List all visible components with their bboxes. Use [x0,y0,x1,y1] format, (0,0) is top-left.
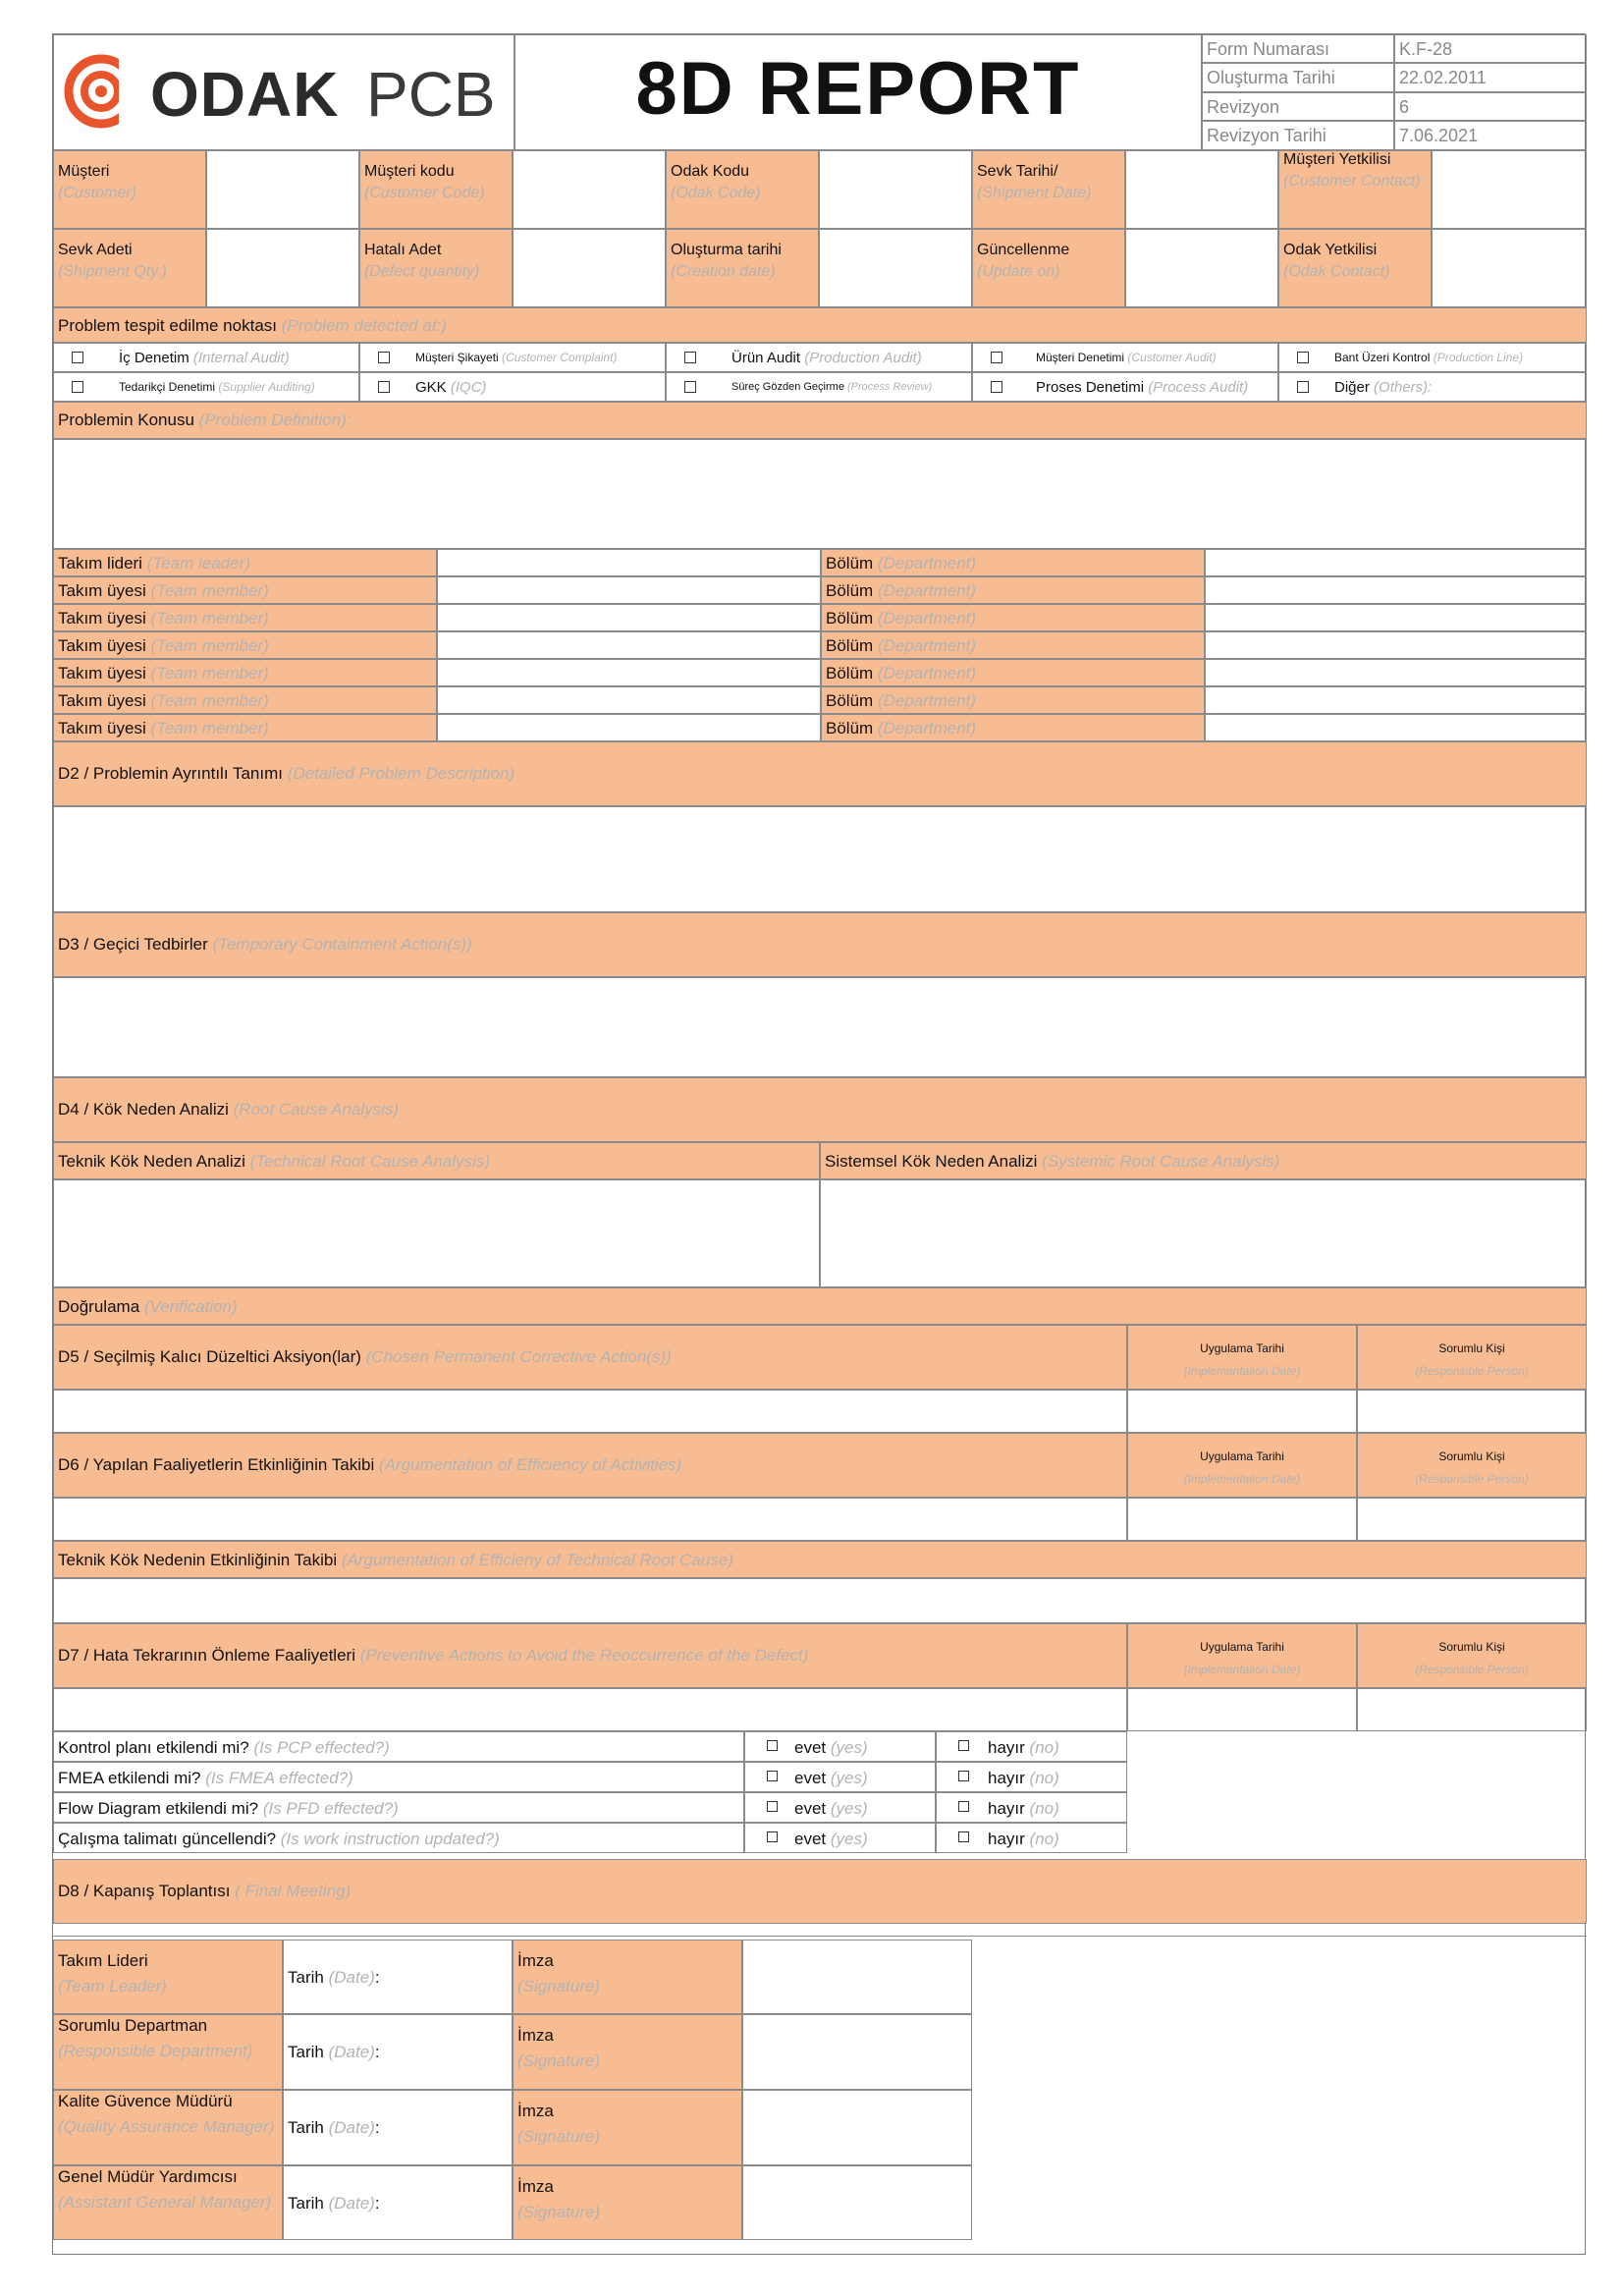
d6-impl-date-header [1127,1433,1357,1498]
checkbox-icon[interactable] [684,352,696,363]
customer-field[interactable] [206,150,359,229]
info-grid [53,150,1587,307]
signer-label: Kalite Güvence Müdürü (Quality Assurance Manager) [53,2090,283,2165]
title-cell [514,34,1202,150]
d4-systemic-header [820,1142,1587,1179]
shipment-date-label: Sevk Tarihi/ [977,163,1058,180]
meta-value-form-no: K.F-28 [1399,39,1453,59]
creation-date-field[interactable] [819,229,972,307]
signer-label: Sorumlu Departman (Responsible Department) [53,2014,283,2090]
team-member-field[interactable] [437,576,821,604]
team-member-label: Takım üyesi (Team member) [53,659,437,686]
customer-contact-field[interactable] [1432,150,1587,229]
report-title: 8D REPORT [635,47,1081,131]
update-on-label-en: (Update on) [977,263,1060,281]
checkbox-icon[interactable] [72,381,83,393]
no-option[interactable]: hayır (no) [936,1731,1127,1762]
team-dept-field[interactable] [1205,659,1587,686]
option-iqc[interactable]: GKK (IQC) [359,372,666,402]
checkbox-icon[interactable] [958,1740,969,1751]
d6-impl-date-field[interactable] [1127,1498,1357,1541]
problem-definition-header [53,402,1587,439]
team-dept-label: Bölüm (Department) [821,631,1205,659]
team-member-label: Takım üyesi (Team member) [53,631,437,659]
technical-efficiency-header [53,1541,1587,1578]
d6-responsible-field[interactable] [1357,1498,1587,1541]
d3-label: D3 / Geçici Tedbirler [58,935,208,954]
creation-date-label-en: (Creation date) [671,263,776,281]
team-member-field[interactable] [437,714,821,741]
problem-definition-field[interactable] [53,439,1587,549]
d5-label: D5 / Seçilmiş Kalıcı Düzeltici Aksiyon(lar) [58,1347,361,1366]
responsible-label-en: (Responsible Person) [1415,1363,1529,1378]
d4-technical-field[interactable] [53,1179,820,1287]
team-dept-field[interactable] [1205,576,1587,604]
d5-label-en: (Chosen Permanent Corrective Action(s)) [365,1347,672,1366]
d6-header [53,1433,1127,1498]
d7-impl-date-header [1127,1623,1357,1688]
d7-impl-date-field[interactable] [1127,1688,1357,1731]
problem-detected-header [53,307,1587,343]
d7-action-field[interactable] [53,1688,1127,1731]
problem-detected-label-en: (Problem detected at:) [281,316,447,335]
customer-contact-label: Müşteri Yetkilisi [1283,151,1391,168]
signature-label: İmza (Signature) [513,2165,742,2240]
checkbox-icon[interactable] [767,1740,778,1751]
team-table [53,549,1587,741]
shipment-date-label-en: (Shipment Date) [977,185,1092,202]
d7-responsible-field[interactable] [1357,1688,1587,1731]
defect-qty-label: Hatalı Adet [364,242,442,258]
d5-responsible-field[interactable] [1357,1390,1587,1433]
impl-date-label-en: (Implementation Date) [1183,1662,1301,1676]
company-suffix: PCB [366,59,496,130]
d3-label-en: (Temporary Containment Action(s)) [212,935,472,954]
team-dept-label: Bölüm (Department) [821,549,1205,576]
impl-date-label: Uygulama Tarihi [1200,1449,1284,1463]
meta-label-form-no: Form Numarası [1207,39,1330,59]
team-member-label: Takım üyesi (Team member) [53,576,437,604]
team-dept-field[interactable] [1205,631,1587,659]
checkbox-icon[interactable] [684,381,696,393]
odak-code-label: Odak Kodu [671,163,750,180]
team-member-label: Takım üyesi (Team member) [53,686,437,714]
d4-systemic-label-en: (Systemic Root Cause Analysis) [1042,1152,1280,1171]
customer-contact-label-en: (Customer Contact) [1283,173,1421,191]
team-dept-label: Bölüm (Department) [821,714,1205,741]
odak-code-field[interactable] [819,150,972,229]
d5-impl-date-field[interactable] [1127,1390,1357,1433]
d3-header [53,912,1587,977]
d4-technical-label: Teknik Kök Neden Analizi [58,1152,245,1171]
shipment-date-field[interactable] [1125,150,1278,229]
d4-systemic-label: Sistemsel Kök Neden Analizi [825,1152,1038,1171]
problem-definition-label: Problemin Konusu [58,410,194,429]
d5-action-field[interactable] [53,1390,1127,1433]
impact-questions [53,1731,1127,1853]
option-internal-audit[interactable]: İç Denetim (Internal Audit) [53,343,359,372]
customer-code-label-en: (Customer Code) [364,185,485,202]
d4-label-en: (Root Cause Analysis) [233,1100,400,1119]
d2-label-en: (Detailed Problem Description) [287,764,515,783]
d4-systemic-field[interactable] [820,1179,1587,1287]
shipment-qty-label: Sevk Adeti [58,242,133,258]
option-supplier-auditing[interactable]: Tedarikçi Denetimi (Supplier Auditing) [53,372,359,402]
d4-header [53,1077,1587,1142]
team-dept-field[interactable] [1205,549,1587,576]
date-field[interactable]: Tarih (Date): [283,2090,513,2165]
team-member-field[interactable] [437,631,821,659]
yes-option[interactable]: evet (yes) [744,1731,936,1762]
impl-date-label-en: (Implementation Date) [1183,1363,1301,1378]
meta-value-revision-date: 7.06.2021 [1399,126,1479,145]
odak-code-label-en: (Odak Code) [671,185,761,202]
team-dept-label: Bölüm (Department) [821,686,1205,714]
meta-value-created: 22.02.2011 [1399,68,1487,87]
d2-label: D2 / Problemin Ayrıntılı Tanımı [58,764,283,783]
meta-value-revision: 6 [1399,97,1410,117]
responsible-label-en: (Responsible Person) [1415,1662,1529,1676]
impl-date-label: Uygulama Tarihi [1200,1341,1284,1355]
meta-label-revision-date: Revizyon Tarihi [1207,126,1326,145]
form-meta [1202,34,1587,150]
customer-label-en: (Customer) [58,185,137,202]
checkbox-icon[interactable] [991,381,1002,393]
d8-label: D8 / Kapanış Toplantısı [58,1882,231,1900]
meta-label-revision: Revizyon [1207,97,1280,117]
signature-label: İmza (Signature) [513,1940,742,2014]
signature-field[interactable] [742,1940,972,2014]
d7-responsible-header [1357,1623,1587,1688]
technical-efficiency-label: Teknik Kök Nedenin Etkinliğinin Takibi [58,1551,338,1569]
responsible-label: Sorumlu Kişi [1438,1341,1505,1355]
team-dept-label: Bölüm (Department) [821,604,1205,631]
d4-technical-header [53,1142,820,1179]
checkbox-icon[interactable] [991,352,1002,363]
update-on-field[interactable] [1125,229,1278,307]
d5-responsible-header [1357,1325,1587,1390]
option-production-audit[interactable]: Ürün Audit (Production Audit) [666,343,972,372]
technical-efficiency-field[interactable] [53,1578,1587,1623]
yes-option[interactable]: evet (yes) [744,1762,936,1792]
responsible-label: Sorumlu Kişi [1438,1640,1505,1654]
option-production-line[interactable]: Bant Üzeri Kontrol (Production Line) [1278,343,1587,372]
option-process-review[interactable]: Süreç Gözden Geçirme (Process Review) [666,372,972,402]
signature-table [53,1940,972,2240]
report-sheet [52,33,1586,2255]
responsible-label-en: (Responsible Person) [1415,1471,1529,1486]
impl-date-label: Uygulama Tarihi [1200,1640,1284,1654]
date-field[interactable]: Tarih (Date): [283,1940,513,2014]
checkbox-icon[interactable] [72,352,83,363]
problem-definition-label-en: (Problem Definition) [198,410,347,429]
team-dept-field[interactable] [1205,604,1587,631]
technical-efficiency-label-en: (Argumentation of Efficieny of Technical Root Cause) [341,1551,733,1569]
d2-field[interactable] [53,806,1587,912]
team-dept-label: Bölüm (Department) [821,576,1205,604]
yes-option[interactable]: evet (yes) [744,1792,936,1823]
team-leader-field[interactable] [437,549,821,576]
question-row: Çalışma talimatı güncellendi? (Is work instruction updated?) [53,1823,744,1853]
odak-contact-label: Odak Yetkilisi [1283,242,1378,258]
verification-label: Doğrulama [58,1297,140,1316]
checkbox-icon[interactable] [767,1771,778,1781]
date-field[interactable]: Tarih (Date): [283,2014,513,2090]
d5-impl-date-header [1127,1325,1357,1390]
problem-detected-label: Problem tespit edilme noktası [58,316,277,335]
customer-label: Müşteri [58,163,110,180]
shipment-qty-field[interactable] [206,229,359,307]
d4-label: D4 / Kök Neden Analizi [58,1100,229,1119]
update-on-label: Güncellenme [977,242,1070,258]
meta-label-created: Oluşturma Tarihi [1207,68,1335,87]
checkbox-icon[interactable] [378,381,390,393]
date-field[interactable]: Tarih (Date): [283,2165,513,2240]
d7-header [53,1623,1127,1688]
signature-field[interactable] [742,2090,972,2165]
signature-field[interactable] [742,2165,972,2240]
d8-label-en: ( Final Meeting) [235,1882,352,1900]
question-row: Flow Diagram etkilendi mi? (Is PFD effected?) [53,1792,744,1823]
checkbox-icon[interactable] [958,1771,969,1781]
problem-definition-colon: : [346,410,352,429]
team-member-label: Takım üyesi (Team member) [53,604,437,631]
no-option[interactable]: hayır (no) [936,1792,1127,1823]
d6-responsible-header [1357,1433,1587,1498]
d6-label-en: (Argumentation of Efficiency of Activities) [378,1455,682,1474]
checkbox-icon[interactable] [958,1801,969,1812]
d7-label-en: (Preventive Actions to Avoid the Reoccurrence of the Defect) [359,1646,809,1665]
d6-label: D6 / Yapılan Faaliyetlerin Etkinliğinin Takibi [58,1455,375,1474]
team-member-field[interactable] [437,686,821,714]
d3-field[interactable] [53,977,1587,1077]
impl-date-label-en: (Implementation Date) [1183,1471,1301,1486]
customer-code-field[interactable] [513,150,666,229]
option-customer-audit[interactable]: Müşteri Denetimi (Customer Audit) [972,343,1278,372]
team-leader-label: Takım lideri (Team leader) [53,549,437,576]
option-others[interactable]: Diğer (Others): [1278,372,1587,402]
no-option[interactable]: hayır (no) [936,1762,1127,1792]
verification-label-en: (Verification) [143,1297,238,1316]
logo-cell [53,34,514,150]
shipment-qty-label-en: (Shipment Qty.) [58,263,167,281]
signer-label: Takım Lideri (Team Leader) [53,1940,283,2014]
team-dept-label: Bölüm (Department) [821,659,1205,686]
responsible-label: Sorumlu Kişi [1438,1449,1505,1463]
odak-logo-icon [60,41,142,141]
signature-field[interactable] [742,2014,972,2090]
question-row: FMEA etkilendi mi? (Is FMEA effected?) [53,1762,744,1792]
checkbox-icon[interactable] [378,352,390,363]
question-row: Kontrol planı etkilendi mi? (Is PCP effected?) [53,1731,744,1762]
defect-qty-field[interactable] [513,229,666,307]
d7-label: D7 / Hata Tekrarının Önleme Faaliyetleri [58,1646,355,1665]
signature-label: İmza (Signature) [513,2090,742,2165]
odak-contact-label-en: (Odak Contact) [1283,263,1390,281]
checkbox-icon[interactable] [958,1831,969,1842]
checkbox-icon[interactable] [767,1801,778,1812]
yes-option[interactable]: evet (yes) [744,1823,936,1853]
verification-header [53,1287,1587,1325]
d8-divider [53,1936,1587,1937]
checkbox-icon[interactable] [1297,381,1309,393]
detect-options [53,343,1587,402]
creation-date-label: Oluşturma tarihi [671,242,782,258]
customer-code-label: Müşteri kodu [364,163,455,180]
company-name: ODAK [150,59,340,130]
d2-header [53,741,1587,806]
team-member-field[interactable] [437,659,821,686]
signature-label: İmza (Signature) [513,2014,742,2090]
d4-technical-label-en: (Technical Root Cause Analysis) [249,1152,491,1171]
option-customer-complaint[interactable]: Müşteri Şikayeti (Customer Complaint) [359,343,666,372]
d8-header [53,1859,1587,1924]
checkbox-icon[interactable] [1297,352,1309,363]
defect-qty-label-en: (Defect quantity) [364,263,480,281]
team-dept-field[interactable] [1205,714,1587,741]
option-process-audit[interactable]: Proses Denetimi (Process Audit) [972,372,1278,402]
no-option[interactable]: hayır (no) [936,1823,1127,1853]
team-dept-field[interactable] [1205,686,1587,714]
team-member-field[interactable] [437,604,821,631]
d6-action-field[interactable] [53,1498,1127,1541]
odak-contact-field[interactable] [1432,229,1587,307]
signer-label: Genel Müdür Yardımcısı (Assistant General Manager) [53,2165,283,2240]
checkbox-icon[interactable] [767,1831,778,1842]
team-member-label: Takım üyesi (Team member) [53,714,437,741]
d5-header [53,1325,1127,1390]
